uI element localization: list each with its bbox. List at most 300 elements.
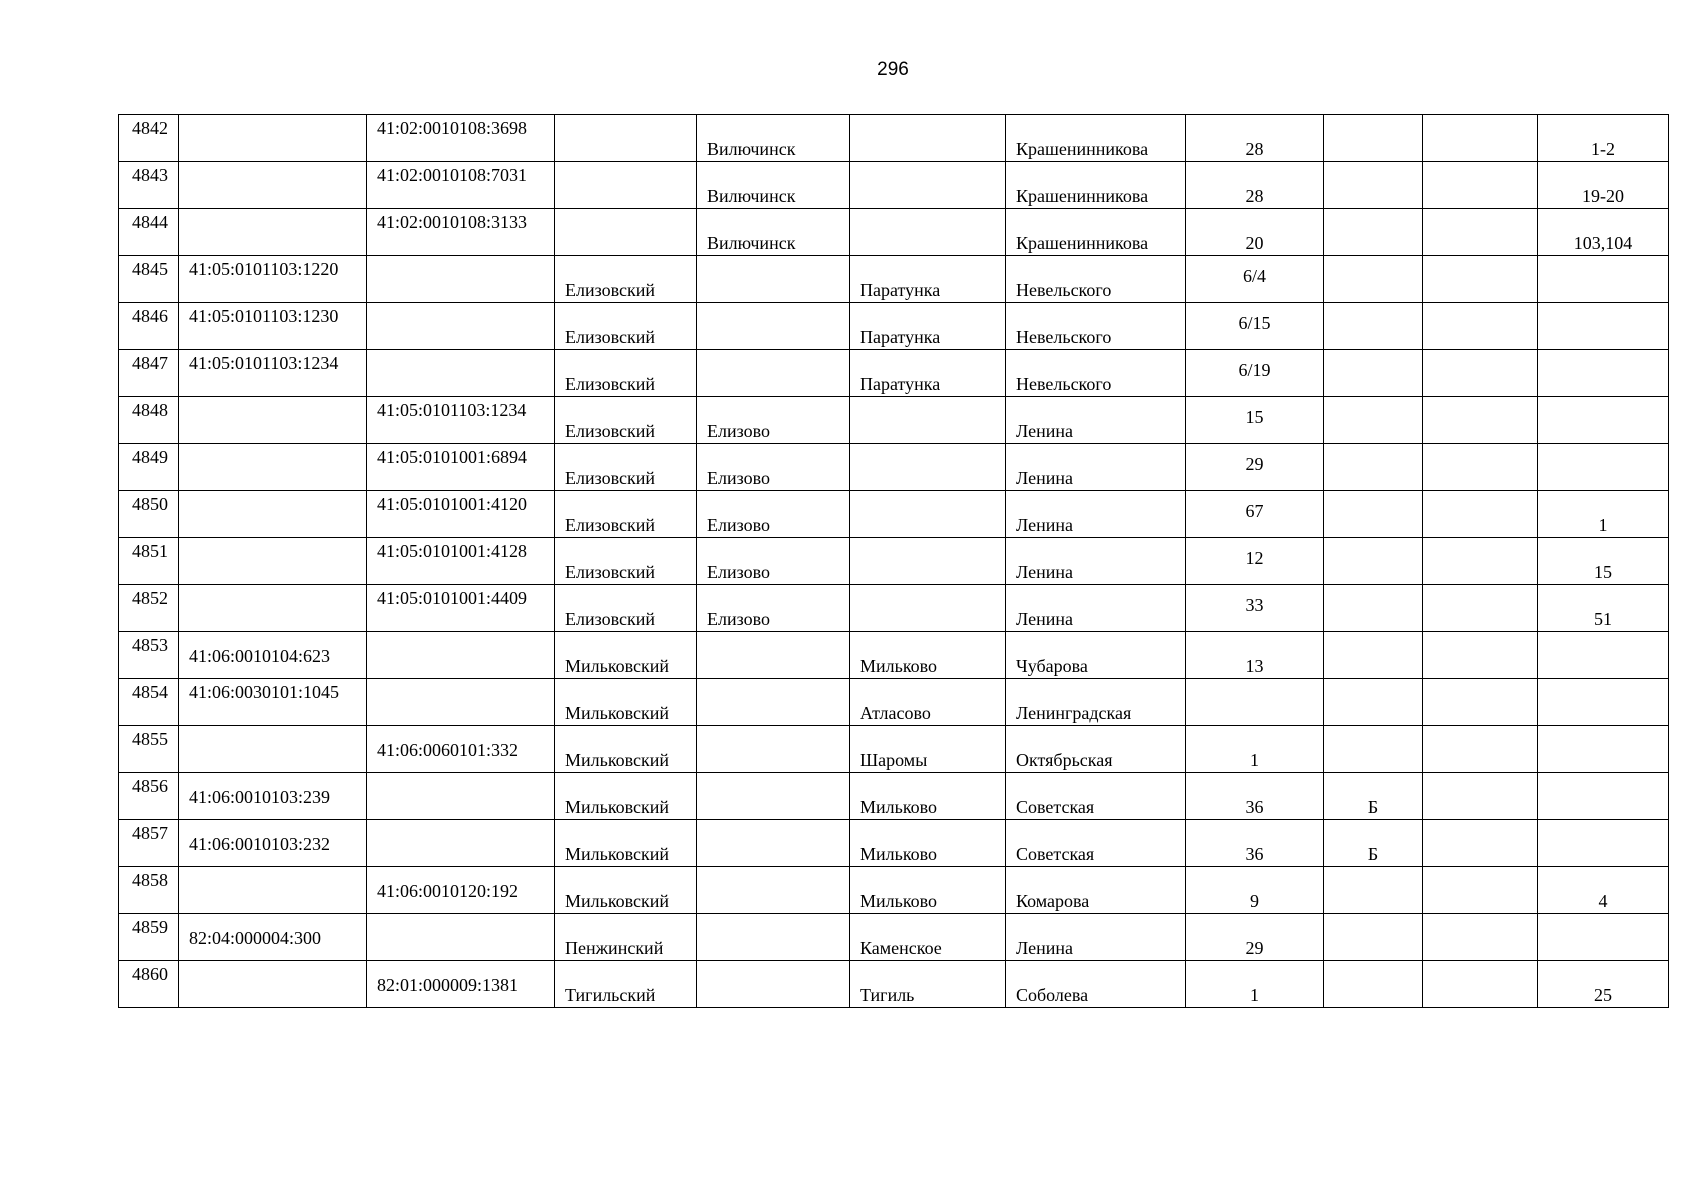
row-number-text: 4853: [132, 635, 168, 655]
settlement-cell-text: [850, 538, 1005, 584]
row-number: [119, 256, 179, 303]
district-cell-text: Пенжинский: [565, 938, 664, 958]
district-cell: [555, 773, 697, 820]
street-cell-text: Ленинградская: [1016, 703, 1132, 723]
table-row: [119, 585, 1669, 632]
apartment-cell: [1538, 397, 1669, 444]
apartment-cell-text: 15: [1594, 562, 1612, 582]
apartment-cell: [1538, 538, 1669, 585]
cadastral-number-building-text: 41:05:0101103:1230: [189, 306, 339, 326]
table-row: [119, 632, 1669, 679]
building-cell-text: [1324, 538, 1422, 584]
table-row: [119, 961, 1669, 1008]
settlement-cell: [850, 538, 1006, 585]
city-cell: [697, 350, 850, 397]
row-number-text: 4844: [132, 212, 168, 232]
cadastral-number-premises: [367, 162, 555, 209]
street-cell: [1006, 914, 1186, 961]
city-cell-text: Елизово: [707, 468, 770, 488]
table-row: [119, 726, 1669, 773]
apartment-cell: [1538, 773, 1669, 820]
building-cell-text: [1324, 679, 1422, 725]
cadastral-number-premises-text: 41:02:0010108:3698: [377, 118, 528, 138]
district-cell: [555, 397, 697, 444]
apartment-cell: [1538, 162, 1669, 209]
house-cell: [1186, 726, 1324, 773]
building-cell-text: Б: [1367, 844, 1379, 864]
building-cell: [1324, 632, 1423, 679]
cadastral-number-building: [179, 773, 367, 820]
apartment-cell: [1538, 632, 1669, 679]
street-cell: [1006, 397, 1186, 444]
apartment-cell-text: [1538, 773, 1668, 819]
structure-cell-text: [1423, 538, 1537, 584]
row-number-text: 4850: [132, 494, 168, 514]
cadastral-number-building: [179, 303, 367, 350]
district-cell-text: Елизовский: [565, 562, 656, 582]
row-number: [119, 350, 179, 397]
cadastral-number-building: [179, 444, 367, 491]
row-number: [119, 444, 179, 491]
cadastral-number-premises-text: 82:01:000009:1381: [377, 974, 519, 995]
district-cell-text: Елизовский: [565, 327, 656, 347]
structure-cell-text: [1423, 303, 1537, 349]
table-body: [119, 115, 1669, 1008]
apartment-cell: [1538, 491, 1669, 538]
table-row: [119, 914, 1669, 961]
row-number-text: 4857: [132, 823, 168, 843]
row-number: [119, 914, 179, 961]
cadastral-number-premises-text: [367, 820, 554, 866]
settlement-cell: [850, 444, 1006, 491]
cadastral-number-building-text: 41:05:0101103:1220: [189, 259, 339, 279]
building-cell-text: [1324, 914, 1422, 960]
district-cell-text: Мильковский: [565, 703, 670, 723]
cadastral-number-premises: [367, 867, 555, 914]
street-cell-text: Ленина: [1016, 515, 1073, 535]
table-row: [119, 350, 1669, 397]
structure-cell-text: [1423, 256, 1537, 302]
house-cell-text: 6/19: [1238, 360, 1271, 380]
row-number-text: 4842: [132, 118, 168, 138]
settlement-cell-text: [850, 162, 1005, 208]
cadastral-number-building: [179, 256, 367, 303]
district-cell: [555, 350, 697, 397]
cadastral-number-building-text: 41:05:0101103:1234: [189, 353, 339, 373]
cadastral-number-building-text: 41:06:0010104:623: [189, 645, 331, 666]
cadastral-number-building-text: [179, 162, 366, 208]
apartment-cell: [1538, 679, 1669, 726]
building-cell-text: [1324, 397, 1422, 443]
district-cell: [555, 491, 697, 538]
city-cell-text: Елизово: [707, 515, 770, 535]
cadastral-number-premises-text: [367, 914, 554, 960]
district-cell-text: [555, 162, 696, 208]
district-cell-text: Елизовский: [565, 468, 656, 488]
apartment-cell-text: [1538, 303, 1668, 349]
street-cell-text: Крашенинникова: [1016, 139, 1149, 159]
structure-cell: [1423, 256, 1538, 303]
structure-cell-text: [1423, 914, 1537, 960]
district-cell-text: Тигильский: [565, 985, 656, 1005]
city-cell: [697, 773, 850, 820]
street-cell-text: Советская: [1016, 844, 1095, 864]
cadastral-number-building: [179, 350, 367, 397]
city-cell: [697, 679, 850, 726]
settlement-cell: [850, 961, 1006, 1008]
settlement-cell: [850, 256, 1006, 303]
building-cell: [1324, 867, 1423, 914]
structure-cell-text: [1423, 397, 1537, 443]
house-cell-text: 1: [1250, 985, 1259, 1005]
district-cell-text: Мильковский: [565, 656, 670, 676]
building-cell: [1324, 256, 1423, 303]
apartment-cell: [1538, 256, 1669, 303]
street-cell: [1006, 350, 1186, 397]
house-cell: [1186, 820, 1324, 867]
building-cell: [1324, 115, 1423, 162]
row-number-text: 4858: [132, 870, 168, 890]
structure-cell-text: [1423, 491, 1537, 537]
city-cell: [697, 256, 850, 303]
structure-cell: [1423, 350, 1538, 397]
structure-cell-text: [1423, 726, 1537, 772]
structure-cell: [1423, 491, 1538, 538]
settlement-cell-text: [850, 397, 1005, 443]
cadastral-number-premises-text: [367, 679, 554, 725]
street-cell-text: Ленина: [1016, 468, 1073, 488]
street-cell: [1006, 538, 1186, 585]
city-cell: [697, 961, 850, 1008]
street-cell: [1006, 961, 1186, 1008]
house-cell: [1186, 491, 1324, 538]
apartment-cell-text: [1538, 820, 1668, 866]
street-cell-text: Ленина: [1016, 938, 1073, 958]
house-cell: [1186, 585, 1324, 632]
cadastral-number-building-text: 41:06:0030101:1045: [189, 682, 340, 702]
table-row: [119, 303, 1669, 350]
house-cell-text: 28: [1245, 186, 1264, 206]
apartment-cell-text: [1538, 256, 1668, 302]
structure-cell: [1423, 115, 1538, 162]
street-cell: [1006, 162, 1186, 209]
house-cell: [1186, 444, 1324, 491]
building-cell: [1324, 491, 1423, 538]
building-cell: [1324, 679, 1423, 726]
cadastral-number-building: [179, 397, 367, 444]
cadastral-number-building: [179, 679, 367, 726]
settlement-cell-text: [850, 585, 1005, 631]
district-cell-text: Елизовский: [565, 609, 656, 629]
table-row: [119, 679, 1669, 726]
house-cell: [1186, 303, 1324, 350]
structure-cell-text: [1423, 209, 1537, 255]
street-cell: [1006, 303, 1186, 350]
settlement-cell: [850, 867, 1006, 914]
building-cell-text: [1324, 209, 1422, 255]
cadastral-number-premises-text: 41:05:0101001:4128: [377, 541, 528, 561]
structure-cell-text: [1423, 444, 1537, 490]
building-cell: [1324, 820, 1423, 867]
district-cell-text: Елизовский: [565, 374, 656, 394]
district-cell: [555, 256, 697, 303]
row-number: [119, 303, 179, 350]
cadastral-number-building: [179, 726, 367, 773]
street-cell: [1006, 491, 1186, 538]
row-number: [119, 961, 179, 1008]
city-cell-text: Вилючинск: [707, 139, 796, 159]
building-cell: [1324, 961, 1423, 1008]
street-cell: [1006, 632, 1186, 679]
row-number-text: 4849: [132, 447, 168, 467]
district-cell: [555, 632, 697, 679]
house-cell: [1186, 209, 1324, 256]
settlement-cell: [850, 350, 1006, 397]
street-cell-text: Советская: [1016, 797, 1095, 817]
cadastral-number-building-text: [179, 585, 366, 631]
row-number: [119, 538, 179, 585]
street-cell-text: Комарова: [1016, 891, 1090, 911]
city-cell-text: [697, 632, 849, 678]
cadastral-number-premises: [367, 585, 555, 632]
city-cell-text: [697, 726, 849, 772]
district-cell-text: Мильковский: [565, 750, 670, 770]
settlement-cell-text: Паратунка: [860, 327, 941, 347]
structure-cell: [1423, 209, 1538, 256]
row-number-text: 4845: [132, 259, 168, 279]
structure-cell: [1423, 726, 1538, 773]
building-cell-text: [1324, 303, 1422, 349]
city-cell-text: [697, 961, 849, 1007]
street-cell-text: Соболева: [1016, 985, 1089, 1005]
street-cell-text: Октябрьская: [1016, 750, 1113, 770]
house-cell-text: 36: [1245, 844, 1264, 864]
house-cell: [1186, 350, 1324, 397]
city-cell-text: Вилючинск: [707, 186, 796, 206]
city-cell-text: Елизово: [707, 421, 770, 441]
structure-cell: [1423, 820, 1538, 867]
structure-cell: [1423, 397, 1538, 444]
district-cell: [555, 303, 697, 350]
cadastral-number-building-text: [179, 726, 366, 772]
cadastral-number-premises: [367, 115, 555, 162]
table-row: [119, 867, 1669, 914]
city-cell: [697, 585, 850, 632]
house-cell: [1186, 162, 1324, 209]
structure-cell-text: [1423, 585, 1537, 631]
city-cell: [697, 820, 850, 867]
house-cell-text: 15: [1245, 407, 1264, 427]
cadastral-number-premises: [367, 350, 555, 397]
row-number-text: 4843: [132, 165, 168, 185]
district-cell-text: Мильковский: [565, 891, 670, 911]
structure-cell: [1423, 303, 1538, 350]
cadastral-number-premises: [367, 632, 555, 679]
building-cell: [1324, 726, 1423, 773]
structure-cell: [1423, 961, 1538, 1008]
apartment-cell: [1538, 585, 1669, 632]
house-cell: [1186, 773, 1324, 820]
table-row: [119, 162, 1669, 209]
structure-cell: [1423, 679, 1538, 726]
row-number: [119, 491, 179, 538]
house-cell-text: 6/4: [1242, 266, 1266, 286]
street-cell: [1006, 773, 1186, 820]
house-cell-text: 9: [1250, 891, 1259, 911]
district-cell-text: Елизовский: [565, 280, 656, 300]
cadastral-number-premises: [367, 303, 555, 350]
city-cell: [697, 491, 850, 538]
cadastral-number-building: [179, 209, 367, 256]
street-cell: [1006, 115, 1186, 162]
district-cell: [555, 679, 697, 726]
settlement-cell-text: Мильково: [860, 891, 938, 911]
house-cell-text: 12: [1245, 548, 1264, 568]
city-cell-text: Вилючинск: [707, 233, 796, 253]
cadastral-number-building-text: 82:04:000004:300: [189, 927, 322, 948]
district-cell-text: [555, 209, 696, 255]
row-number: [119, 209, 179, 256]
row-number: [119, 162, 179, 209]
house-cell-text: 29: [1245, 938, 1264, 958]
city-cell-text: [697, 679, 849, 725]
settlement-cell: [850, 773, 1006, 820]
table-row: [119, 491, 1669, 538]
settlement-cell-text: Тигиль: [860, 985, 915, 1005]
apartment-cell-text: [1538, 914, 1668, 960]
settlement-cell-text: Шаромы: [860, 750, 928, 770]
cadastral-number-premises-text: 41:06:0060101:332: [377, 739, 519, 760]
city-cell: [697, 867, 850, 914]
settlement-cell: [850, 209, 1006, 256]
row-number-text: 4848: [132, 400, 168, 420]
city-cell: [697, 444, 850, 491]
cadastral-number-building: [179, 867, 367, 914]
house-cell-text: 1: [1250, 750, 1259, 770]
row-number-text: 4856: [132, 776, 168, 796]
street-cell: [1006, 726, 1186, 773]
cadastral-number-building: [179, 632, 367, 679]
house-cell: [1186, 867, 1324, 914]
row-number-text: 4851: [132, 541, 168, 561]
cadastral-number-premises-text: 41:05:0101103:1234: [377, 400, 527, 420]
cadastral-number-building-text: [179, 538, 366, 584]
apartment-cell: [1538, 820, 1669, 867]
apartment-cell: [1538, 303, 1669, 350]
apartment-cell: [1538, 867, 1669, 914]
page-number: 296: [877, 59, 909, 80]
district-cell: [555, 585, 697, 632]
cadastral-number-premises-text: [367, 303, 554, 349]
city-cell: [697, 397, 850, 444]
row-number-text: 4855: [132, 729, 168, 749]
structure-cell-text: [1423, 632, 1537, 678]
cadastral-number-premises-text: 41:02:0010108:7031: [377, 165, 528, 185]
house-cell: [1186, 115, 1324, 162]
district-cell: [555, 726, 697, 773]
building-cell: [1324, 773, 1423, 820]
street-cell: [1006, 256, 1186, 303]
structure-cell: [1423, 538, 1538, 585]
settlement-cell-text: Мильково: [860, 797, 938, 817]
cadastral-number-building-text: [179, 444, 366, 490]
settlement-cell-text: [850, 444, 1005, 490]
cadastral-number-premises: [367, 773, 555, 820]
district-cell: [555, 115, 697, 162]
row-number: [119, 773, 179, 820]
street-cell-text: Чубарова: [1016, 656, 1088, 676]
district-cell: [555, 209, 697, 256]
cadastral-number-premises: [367, 679, 555, 726]
house-cell-text: [1186, 679, 1323, 725]
cadastral-number-premises-text: 41:05:0101001:6894: [377, 447, 528, 467]
street-cell-text: Невельского: [1016, 327, 1112, 347]
house-cell-text: 33: [1245, 595, 1264, 615]
building-cell: [1324, 303, 1423, 350]
cadastral-number-premises: [367, 961, 555, 1008]
cadastral-number-premises: [367, 538, 555, 585]
apartment-cell-text: 4: [1598, 891, 1608, 911]
house-cell-text: 13: [1245, 656, 1264, 676]
row-number-text: 4852: [132, 588, 168, 608]
street-cell-text: Невельского: [1016, 280, 1112, 300]
street-cell-text: Крашенинникова: [1016, 186, 1149, 206]
settlement-cell: [850, 679, 1006, 726]
city-cell-text: [697, 350, 849, 396]
settlement-cell-text: Каменское: [860, 938, 942, 958]
street-cell: [1006, 209, 1186, 256]
cadastral-number-premises-text: [367, 773, 554, 819]
apartment-cell-text: [1538, 397, 1668, 443]
cadastral-number-premises: [367, 491, 555, 538]
table-row: [119, 209, 1669, 256]
settlement-cell: [850, 491, 1006, 538]
settlement-cell: [850, 397, 1006, 444]
apartment-cell: [1538, 444, 1669, 491]
settlement-cell-text: [850, 115, 1005, 161]
settlement-cell-text: [850, 209, 1005, 255]
city-cell-text: [697, 256, 849, 302]
settlement-cell: [850, 914, 1006, 961]
cadastral-number-premises: [367, 726, 555, 773]
settlement-cell-text: Мильково: [860, 656, 938, 676]
structure-cell-text: [1423, 773, 1537, 819]
table-row: [119, 444, 1669, 491]
building-cell: [1324, 209, 1423, 256]
row-number-text: 4860: [132, 964, 168, 984]
settlement-cell: [850, 162, 1006, 209]
building-cell-text: [1324, 867, 1422, 913]
cadastral-number-building-text: [179, 397, 366, 443]
structure-cell-text: [1423, 679, 1537, 725]
district-cell: [555, 914, 697, 961]
table-row: [119, 773, 1669, 820]
apartment-cell-text: 103,104: [1573, 233, 1633, 253]
building-cell: [1324, 444, 1423, 491]
cadastral-number-premises-text: [367, 256, 554, 302]
row-number: [119, 679, 179, 726]
city-cell-text: [697, 773, 849, 819]
cadastral-number-building-text: [179, 961, 366, 1007]
house-cell: [1186, 632, 1324, 679]
district-cell: [555, 961, 697, 1008]
street-cell: [1006, 444, 1186, 491]
apartment-cell-text: [1538, 444, 1668, 490]
building-cell-text: [1324, 350, 1422, 396]
settlement-cell: [850, 115, 1006, 162]
apartment-cell: [1538, 209, 1669, 256]
city-cell-text: Елизово: [707, 609, 770, 629]
